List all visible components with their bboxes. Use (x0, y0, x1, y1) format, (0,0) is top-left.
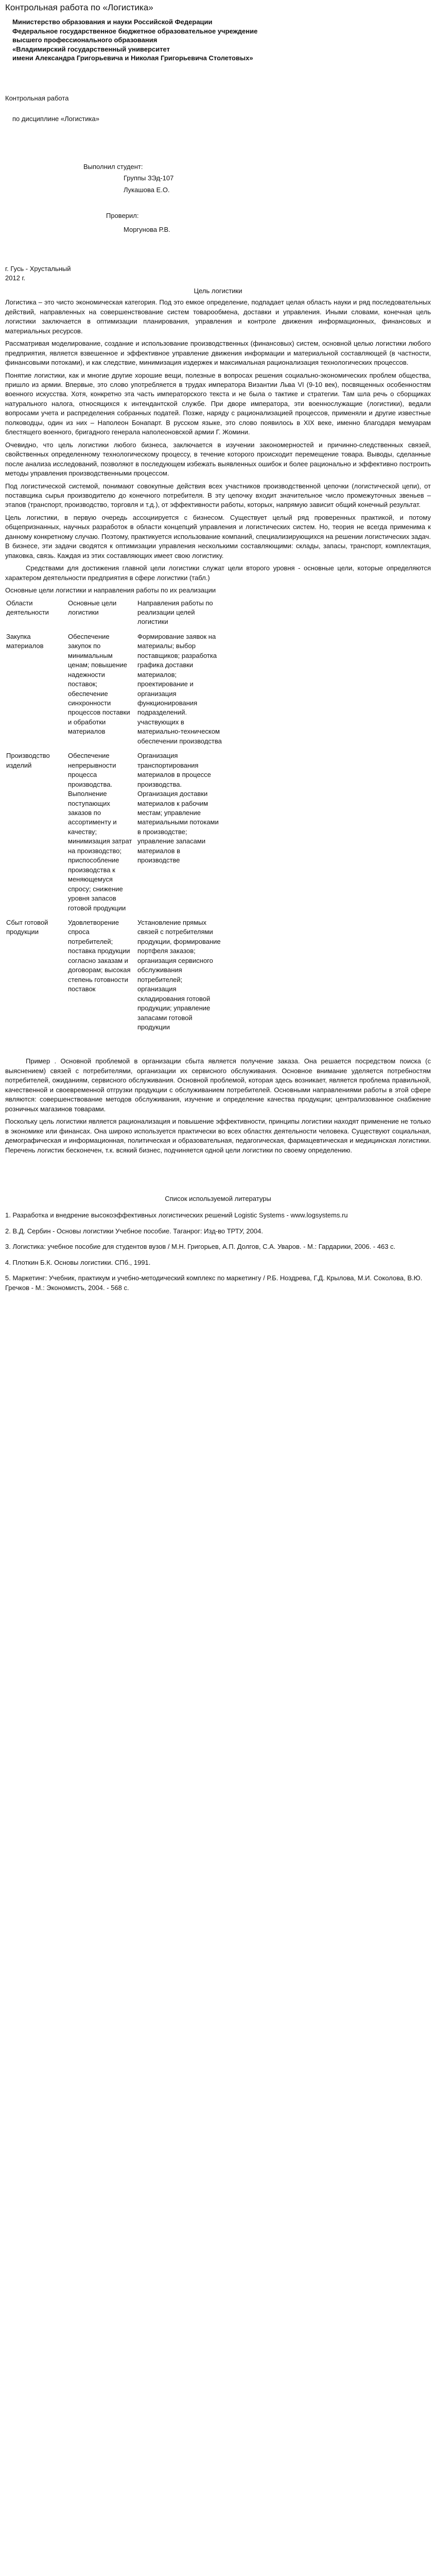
reference-item: 2. В.Д. Сербин - Основы логистики Учебное пособие. Таганрог: Изд-во ТРТУ, 2004. (5, 1227, 263, 1235)
table-header-cell: Основные цели логистики (68, 599, 117, 616)
table-cell: Сбыт готовой продукции (6, 919, 48, 936)
paragraph: Под логистической системой, понимают совокупные действия всех участников производственной цепочки (логистической цепи), от поставщика сырья производителю до конечного потребителя. В эту цепочку входит значительное число промежуточных звеньев – этапов (транспорт, производство, торговля и т.д.), от эффективности работы, которых, напрямую зависит общий конечный результат. (5, 482, 431, 509)
ministry-header (5, 18, 431, 63)
checker-name: Моргунова Р.В. (124, 225, 170, 233)
ministry-line: «Владимирский государственный университет (12, 45, 170, 53)
table-cell: Установление прямых связей с потребителями продукции, формирование портфеля заказов; организация сервисного обслуживания потребителей; организация складирования готовой продукции; управление запасами готовой продукции (137, 919, 221, 1031)
paragraph: Очевидно, что цель логистики любого бизнеса, заключается в изучении закономерностей и причинно-следственных связей, свойственных определенному технологическому процессу, в течение которого происходит перемещение товара. Выводы, сделанные после анализа исследований, позволяют в последующем избежать выявленных ошибок и более рационально и эффективно построить методы управления производственными процессом. (5, 440, 431, 478)
document-title: Контрольная работа по «Логистика» (5, 3, 153, 12)
reference-item: 1. Разработка и внедрение высокоэффективных логистических решений Logistic Systems - www.logsystems.ru (5, 1211, 348, 1219)
performed-label: Выполнил студент: (83, 162, 143, 171)
table-header-cell: Области деятельности (6, 599, 49, 616)
table-cell: Удовлетворение спроса потребителей; поставка продукции согласно заказам и договорам; высокая степень готовности поставок (68, 919, 131, 993)
reference-item: 3. Логистика: учебное пособие для студентов вузов / М.Н. Григорьев, А.П. Долгов, С.А. Уваров. - М.: Гардарики, 2006. - 463 с. (5, 1243, 396, 1251)
city: г. Гусь - Хрустальный (5, 265, 71, 273)
example-paragraph: Пример . Основной проблемой в организации сбыта является получение заказа. Она решается посредством поиска (с выяснением) связей с потребителями, организации их сервисного обслуживания. Основное внимание уделяется потребностям потребителей, ожиданиям, сервисного обслуживания. Основной проблемой, которая здесь возникает, является проблема правильной, качественной и своевременной отгрузки продукции с обслуживанием потребителей. Основными направлениями работы в этой сфере являются: совершенствование методов обслуживания, изучение и определение качества продукции; централизованное снабжение розничных магазинов товарами. (5, 1057, 431, 1113)
means-paragraph: Средствами для достижения главной цели логистики служат цели второго уровня - основные цели, которые определяются характером деятельности предприятия в сфере логистики (табл.) (5, 564, 431, 582)
table-cell: Производство изделий (6, 752, 50, 769)
paragraph: Рассматривая моделирование, создание и использование производственных (финансовых) систем, основной целью логистики любого предприятия, является взвешенное и эффективное управление движения информации и материальной составляющей (в частности, финансовыми потоками), и как следствие, минимизация издержек и максимальная рационализация технологических процессов. (5, 340, 431, 367)
paragraph: Понятие логистики, как и многие другие хорошие вещи, полезные в вопросах решения социально-экономических проблем общества, пришло из армии. Впервые, это слово употребляется в трудах императора Византии Льва VI (9-10 век), посвященных особенностям военного искусства. Хотя, конкретно эта часть императорского текста и не была о тактике и стратегии. Там шла речь о сборщиках натурального налога, относящихся к интендантской службе. При дворе императора, эти военнослужащие (логистики), ведали вопросами учета и распределения собранных податей. Позже, наряду с рационализацией процессов, применяли и другие известные полководцы, один из них – Наполеон Бонапарт. В русском языке, это слово появилось в XIX веке, именно благодаря мемуарам блестящего военного, бригадного генерала наполеоновской армии Г. Жомини. (5, 371, 431, 436)
table-cell: Формирование заявок на материалы; выбор поставщиков; разработка графика доставки материалов; проектирование и организация функционирования подразделений. участвующих в материально-техническом обеспечении производства (137, 632, 222, 745)
table-header-cell: Направления работы по реализации целей логистики (137, 599, 213, 626)
paragraph: Цель логистики, в первую очередь ассоциируется с бизнесом. Существует целый ряд проверенных практикой, и потому общепризнанных, научных разработок в области концепций управления и логистических систем. Но, теория не всегда применима к данному конкретному случаю. Поэтому, практикуется использование компаний, специализирующихся на решении логистических задач. В бизнесе, эти задачи сводятся к оптимизации управления несколькими составляющими: склады, запасы, транспорт, комплектация, упаковка, связь. Каждая из этих составляющих имеет свою логистику. (5, 513, 431, 560)
table-cell: Закупка материалов (6, 632, 44, 650)
student-name: Лукашова Е.О. (124, 185, 170, 194)
reference-item: 4. Плоткин Б.К. Основы логистики. СПб., 1991. (5, 1258, 151, 1266)
table-cell: Обеспечение непрерывности процесса производства. Выполнение поступающих заказов по ассортименту и качеству; минимизация затрат на производство; приспособление производства к меняющемуся спросу; снижение уровня запасов готовой продукции (68, 752, 132, 912)
paragraph: Логистика – это чисто экономическая категория. Под это емкое определение, подпадает целая область науки и ряд последовательных действий, направленных на совершенствование систем товарообмена, доставки и управления. Иными словами, конечная цель логистики заключается в оптимизации планирования, управления и контроле движения информационных, финансовых и материальных ресурсов. (5, 298, 431, 335)
table-row (5, 631, 224, 750)
work-type: Контрольная работа (5, 94, 69, 102)
ministry-line: Министерство образования и науки Российской Федерации (12, 18, 213, 26)
discipline: по дисциплине «Логистика» (12, 115, 99, 123)
ministry-line: имени Александра Григорьевича и Николая Григорьевича Столетовых» (12, 54, 253, 62)
checked-label: Проверил: (106, 212, 139, 220)
year: 2012 г. (5, 274, 26, 282)
student-group: Группы ЗЭд-107 (124, 174, 174, 182)
references-title: Список используемой литературы (165, 1194, 271, 1202)
paragraph: Поскольку цель логистики является рационализация и повышение эффективности, принципы логистики находят применение не только в экономике или финансах. Она широко используется практически во всех областях деятельности человека. Существуют социальная, демографическая и информационная, политическая и образовательная, педагогическая, фармацевтическая и медицинская логистики. Перечень логистик бесконечен, т.к. всякий бизнес, подчиняется одной цели логистики по своему определению. (5, 1117, 431, 1154)
ministry-line: высшего профессионального образования (12, 36, 158, 44)
table-row (5, 750, 224, 917)
reference-item: 5. Маркетинг: Учебник, практикум и учебно-методический комплекс по маркетингу / Р.Б. Ноздрева, Г.Д. Крылова, М.И. Соколова, В.Ю. Гречков - М.: Экономистъ, 2004. - 568 с. (5, 1274, 423, 1292)
table-caption: Основные цели логистики и направления работы по их реализации (5, 586, 216, 595)
table-cell: Обеспечение закупок по минимальным ценам; повышение надежности поставок; обеспечение синхронности процессов поставки и обработки материалов (68, 632, 130, 736)
table-cell: Организация транспортирования материалов в процессе производства. Организация доставки материалов к рабочим местам; управление материальными потоками в производстве; управление запасами материалов в производстве (137, 752, 219, 865)
logistics-goals-table (5, 598, 224, 1037)
section-title: Цель логистики (194, 286, 242, 295)
table-header-row (5, 598, 224, 631)
ministry-line: Федеральное государственное бюджетное образовательное учреждение (12, 27, 258, 35)
table-row (5, 917, 224, 1036)
